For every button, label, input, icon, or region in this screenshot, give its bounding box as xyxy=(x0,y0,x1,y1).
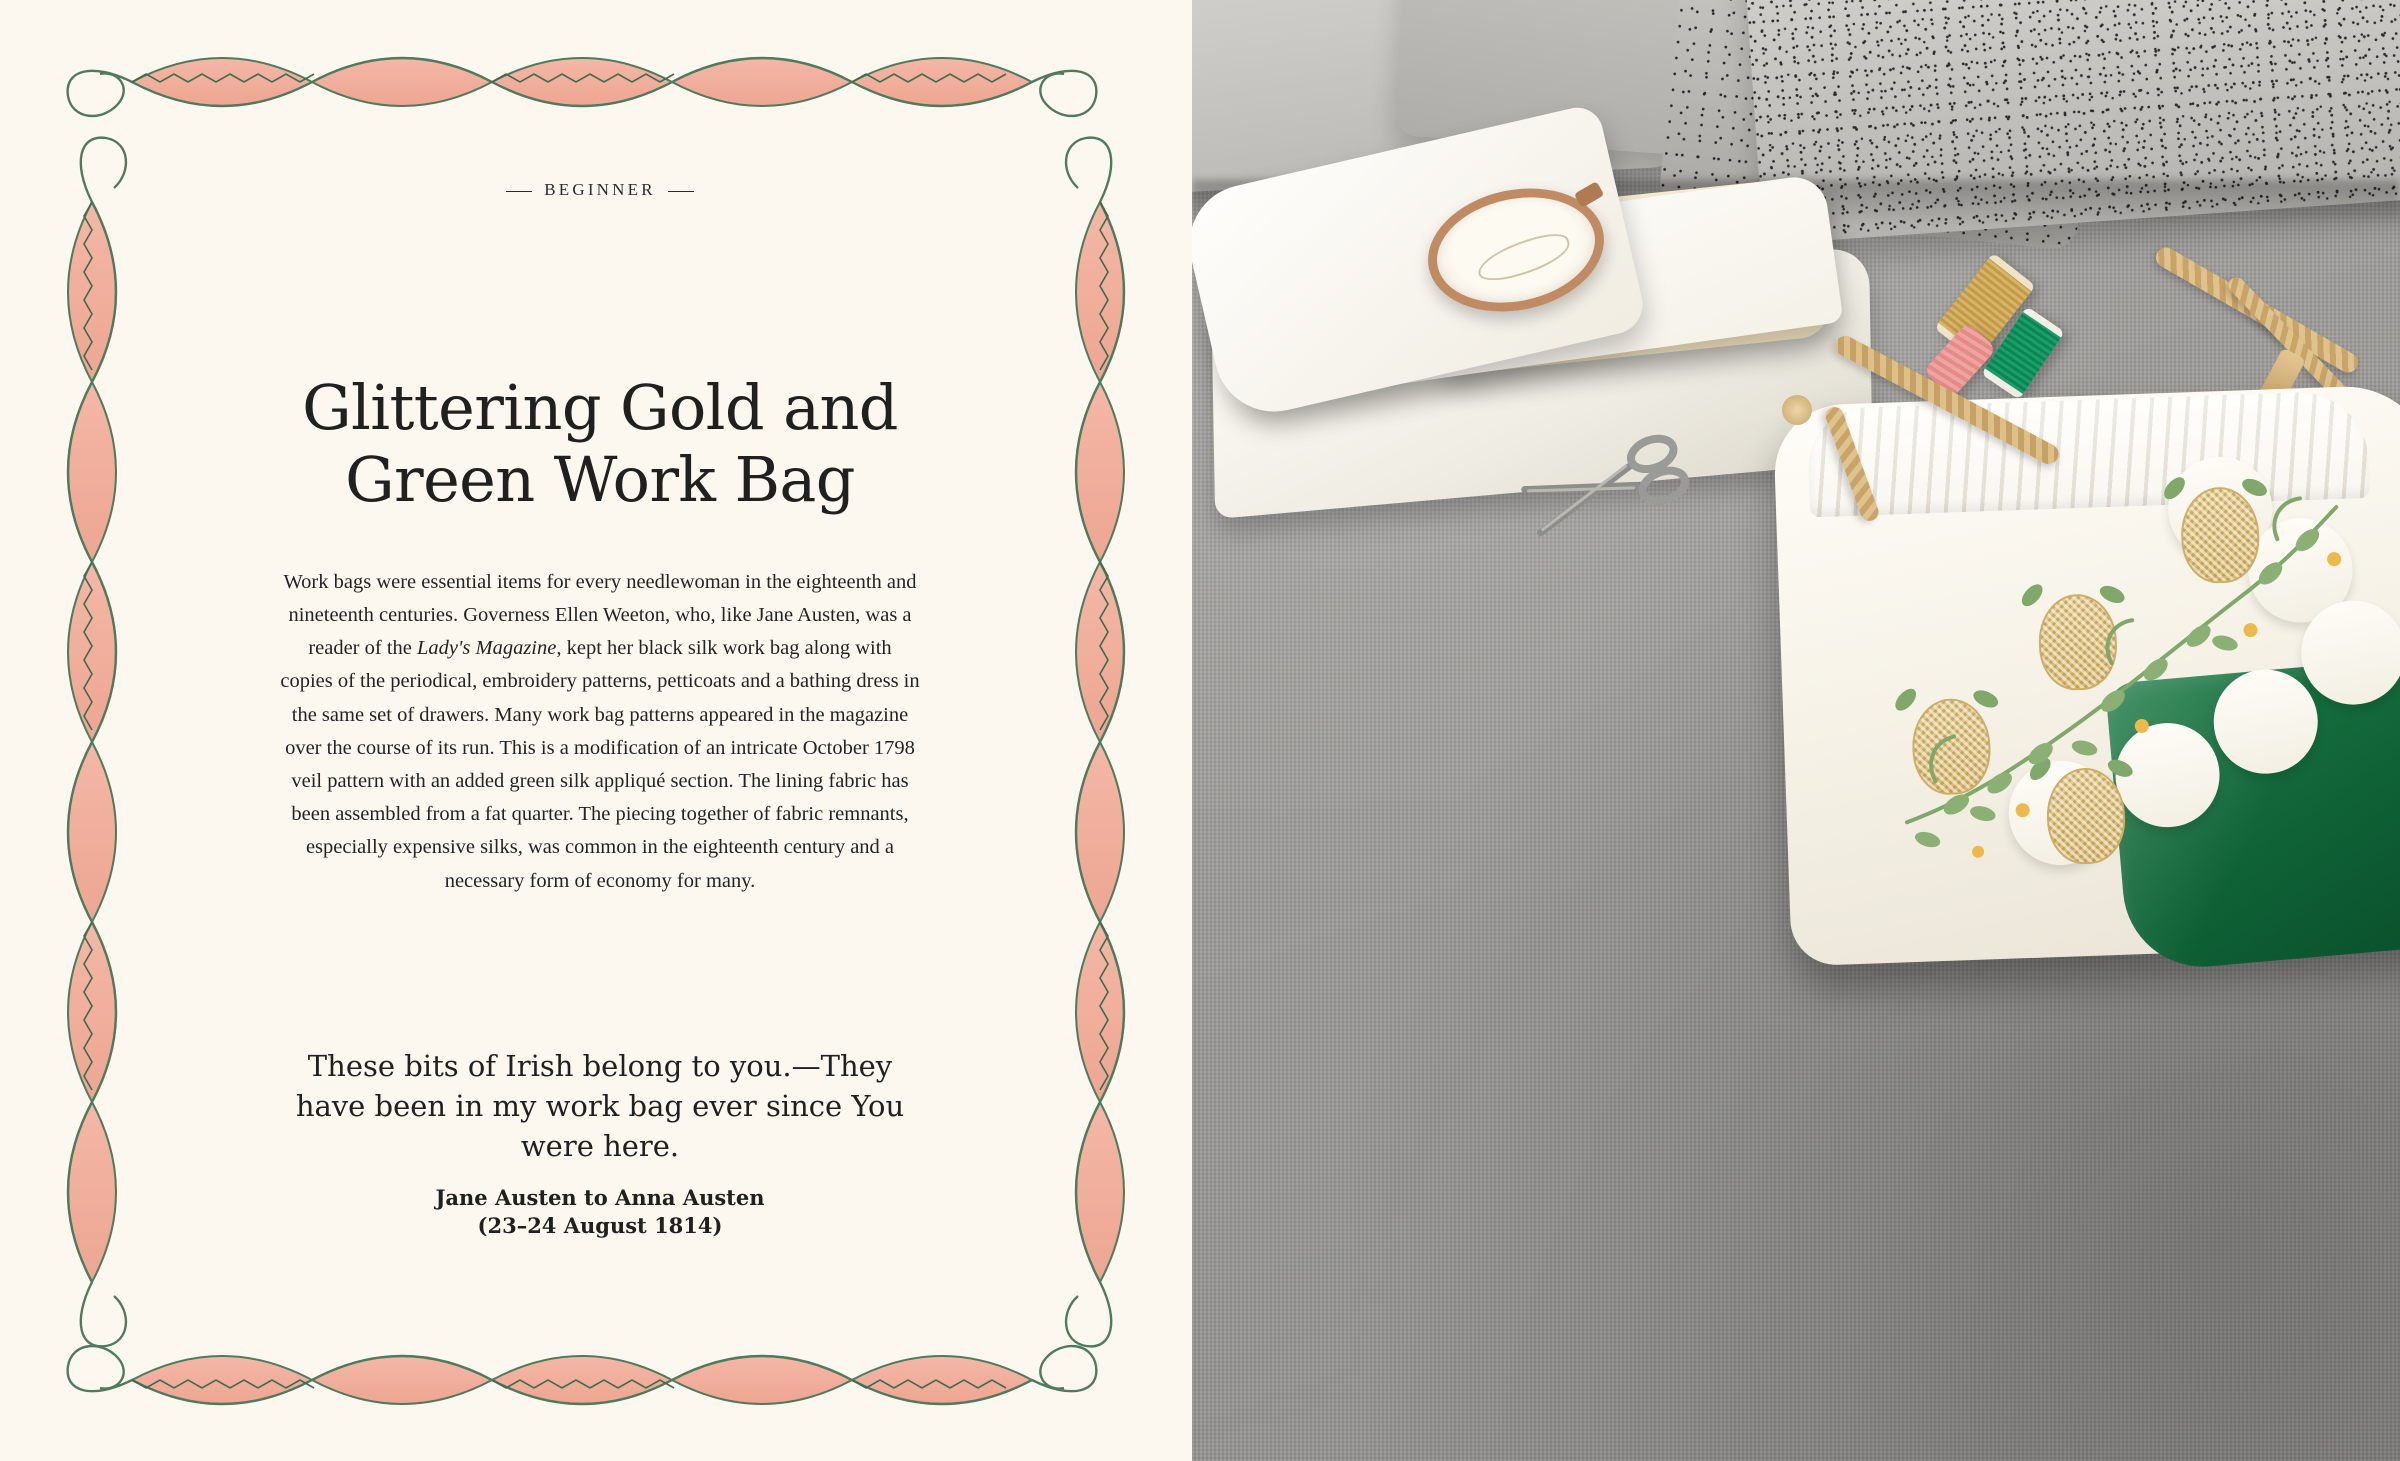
bag-vine-embroidery xyxy=(1772,384,2400,967)
difficulty-eyebrow xyxy=(160,180,1040,200)
hoop-stitched-motif xyxy=(1473,228,1574,288)
right-page-photograph xyxy=(1192,0,2400,1461)
pull-quote-attribution-date: (23–24 August 1814) xyxy=(477,1213,723,1239)
body-paragraph xyxy=(280,566,920,898)
pull-quote-block xyxy=(290,1046,910,1241)
pull-quote-text: These bits of Irish belong to you.—They have been in my work bag ever since You were here. xyxy=(295,1048,905,1163)
pull-quote-attribution-name: Jane Austen to Anna Austen xyxy=(435,1184,765,1210)
cord-tassel-left xyxy=(1782,395,1812,425)
eyebrow-dash-right xyxy=(668,191,694,192)
project-photo xyxy=(1192,0,2400,1461)
eyebrow-label: BEGINNER xyxy=(544,180,656,199)
body-text-part-2: , kept her black silk work bag along with copies of the periodical, embroidery patterns, petticoats and a bathing dress in the same set of drawers. Many work bag patterns appeared in the magazine over the course of its run. This is a modification of an intricate October 1798 veil pattern with an added green silk appliqué section. The lining fabric has been assembled from a fat quarter. The piecing together of fabric remnants, especially expensive silks, was common in the eighteenth century and a necessary form of economy for many. xyxy=(280,637,920,892)
body-text-part-1: Work bags were essential items for every needlewoman in the eighteenth and nineteenth centuries. Governess Ellen Weeton, who, like Jane Austen, was a reader of the xyxy=(283,570,917,660)
page-content xyxy=(160,120,1040,1340)
work-bag xyxy=(1772,384,2400,967)
eyebrow-dash-left xyxy=(506,191,532,192)
pull-quote-attribution xyxy=(290,1184,910,1241)
page-title xyxy=(160,372,1040,516)
page-title-line-1: Glittering Gold and xyxy=(302,371,898,444)
page-title-line-2: Green Work Bag xyxy=(345,442,855,516)
body-text-italic-title: Lady's Magazine xyxy=(417,637,557,660)
left-page xyxy=(0,0,1192,1461)
